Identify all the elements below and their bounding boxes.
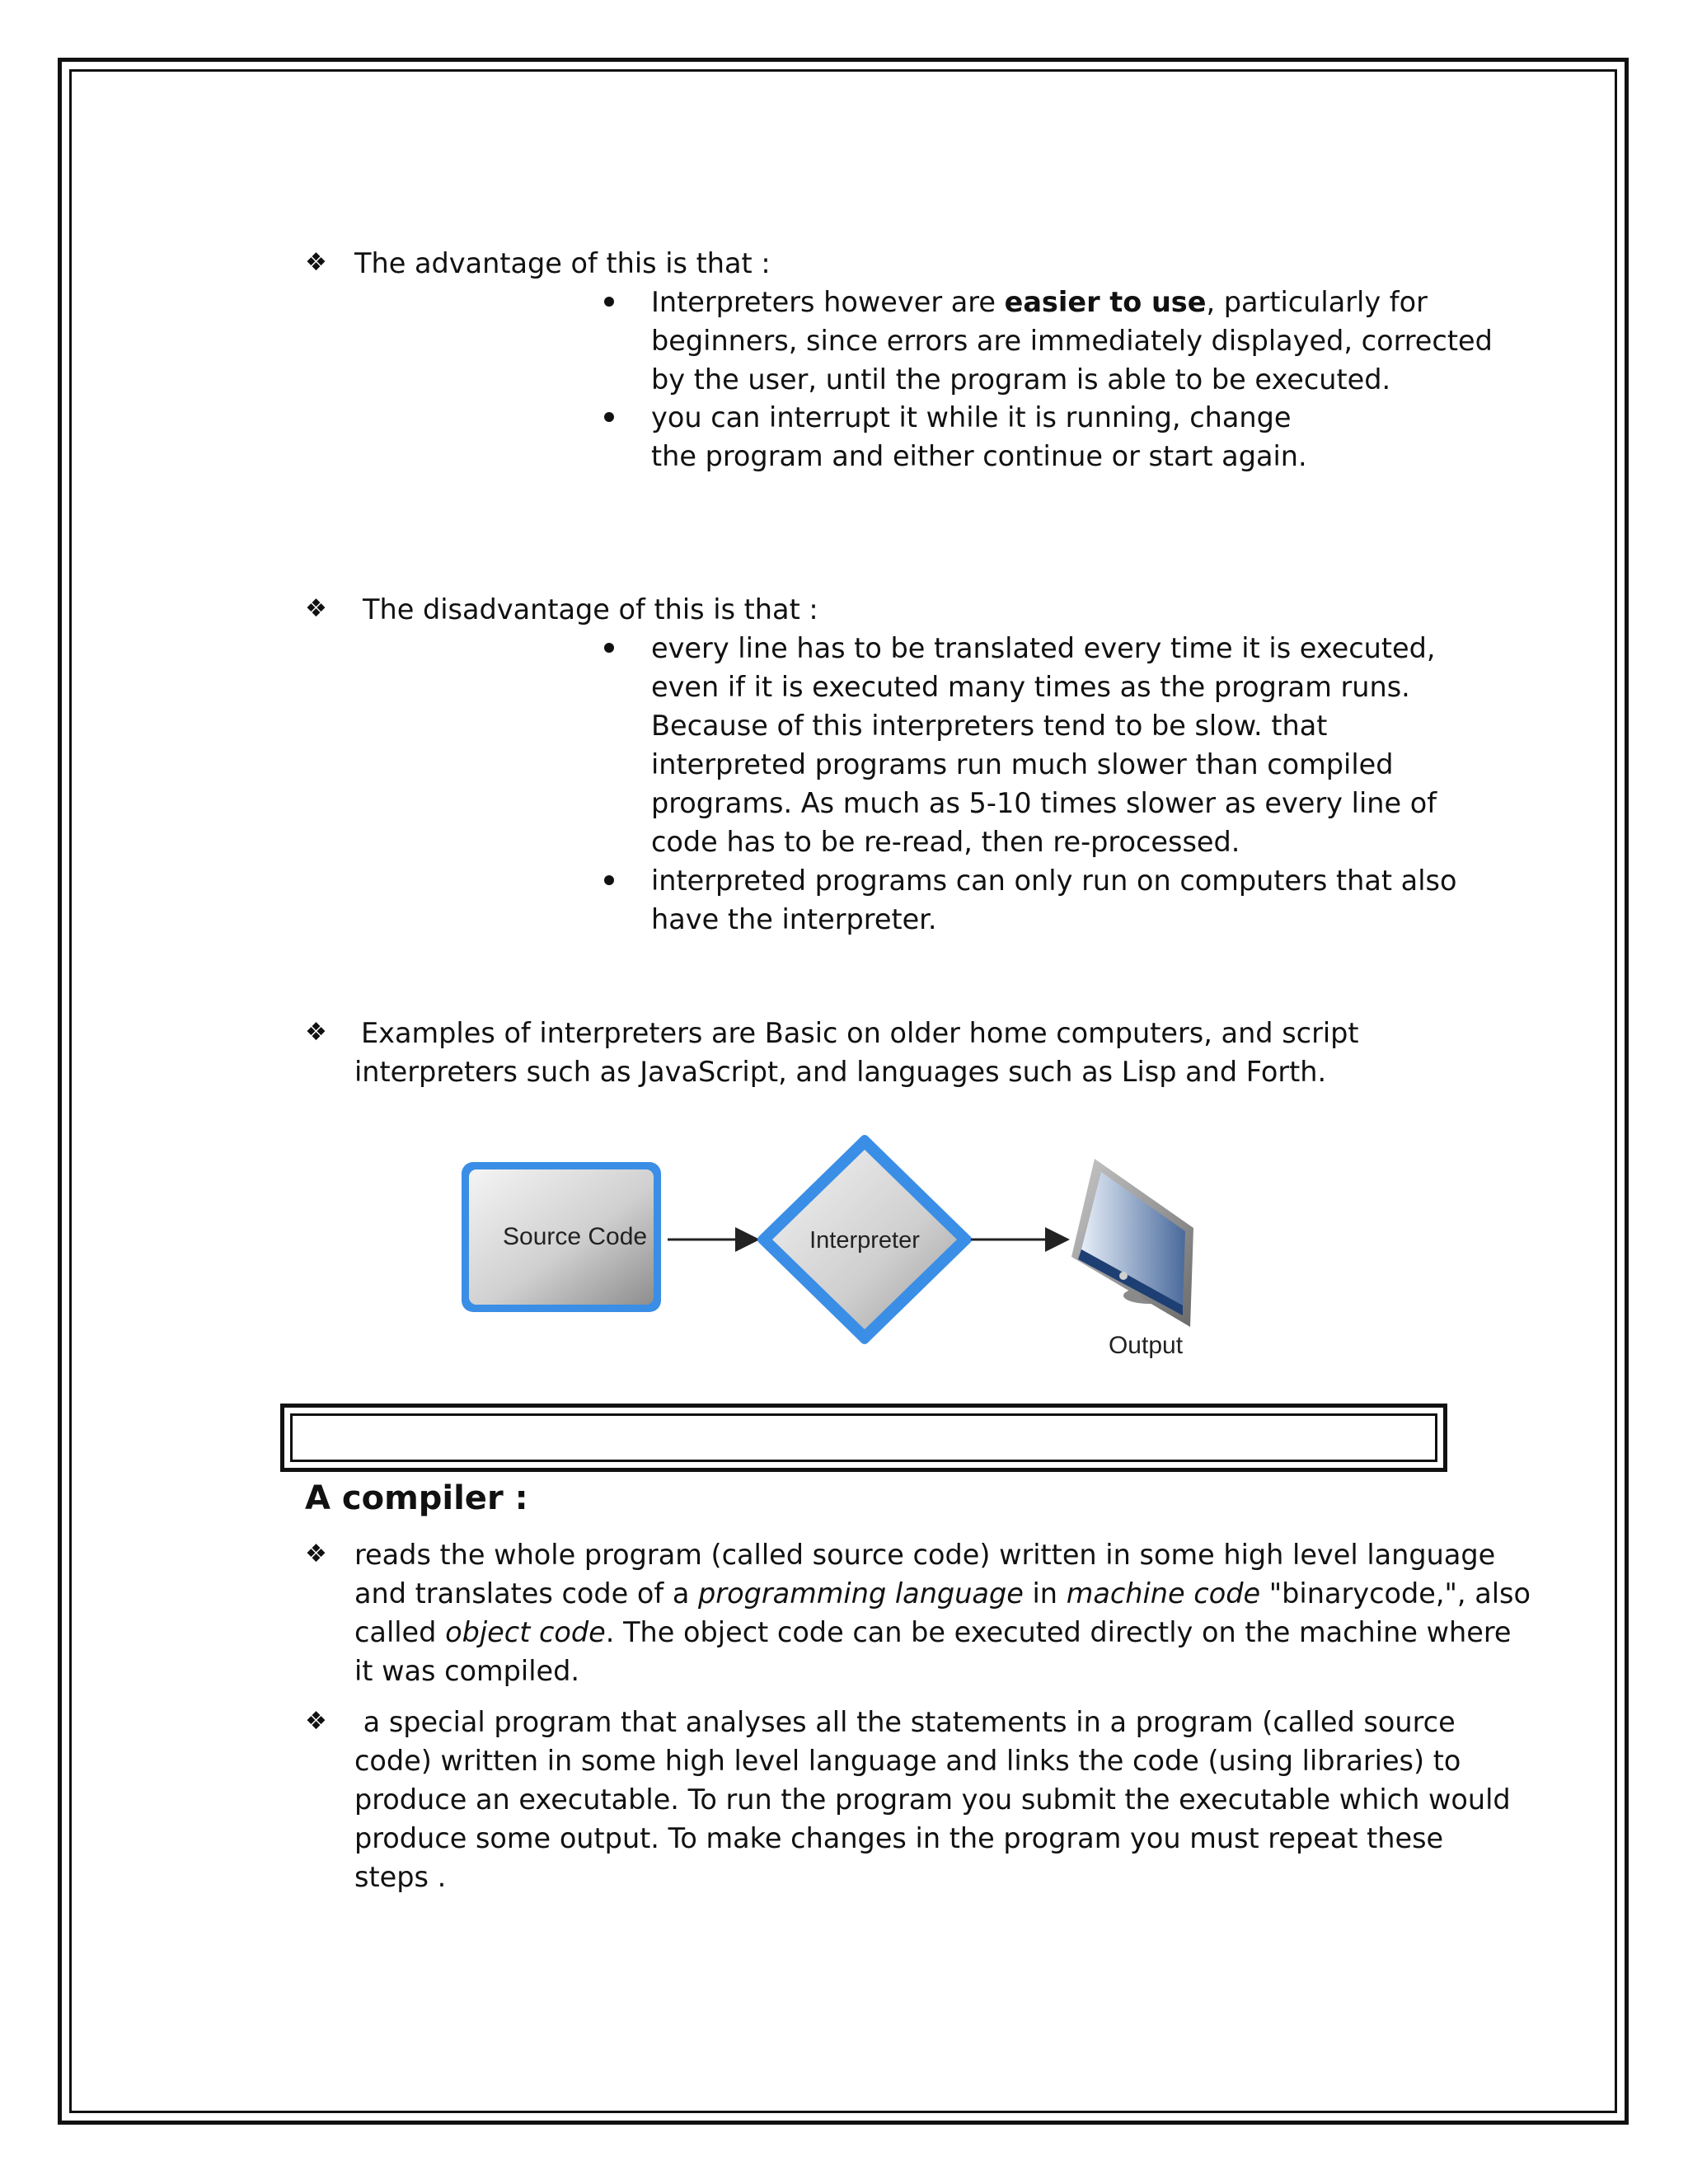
- disadvantage-item-1-line: code has to be re-read, then re-processed.: [651, 826, 1240, 858]
- diamond-bullet-icon: ❖: [305, 1707, 327, 1736]
- compiler-p1-line-3: called object code. The object code can be executed directly on the machine where: [354, 1616, 1512, 1648]
- compiler-p1-line-4: it was compiled.: [354, 1655, 580, 1687]
- compiler-p2-line: produce some output. To make changes in the program you must repeat these: [354, 1822, 1444, 1854]
- diamond-bullet-icon: ❖: [305, 1540, 327, 1568]
- bullet-dot-icon: [604, 643, 614, 653]
- advantage-item-1-line-3: by the user, until the program is able to be executed.: [651, 363, 1391, 396]
- section-box-inner: [290, 1413, 1437, 1462]
- bullet-dot-icon: [604, 875, 614, 885]
- compiler-p2-line: code) written in some high level language and links the code (using libraries) to: [354, 1745, 1461, 1777]
- advantage-item-2-line-1: you can interrupt it while it is running, change: [651, 401, 1292, 434]
- advantage-item-2-line-2: the program and either continue or start again.: [651, 440, 1307, 472]
- advantage-item-1-line-2: beginners, since errors are immediately displayed, corrected: [651, 325, 1493, 357]
- output-label: Output: [1108, 1332, 1184, 1359]
- advantage-item-1-line-1: Interpreters however are easier to use, particularly for: [651, 286, 1428, 318]
- compiler-p2-line: a special program that analyses all the statements in a program (called source: [354, 1706, 1456, 1738]
- interpreter-flow-diagram: [445, 1129, 1236, 1376]
- disadvantage-item-1-line: even if it is executed many times as the program runs.: [651, 671, 1410, 703]
- diamond-bullet-icon: ❖: [305, 1018, 327, 1047]
- disadvantage-item-1: [651, 629, 1437, 861]
- disadvantage-item-1-line: every line has to be translated every time it is executed,: [651, 632, 1436, 664]
- diamond-bullet-icon: ❖: [305, 248, 327, 277]
- source-code-label: Source Code: [503, 1223, 648, 1250]
- monitor-icon: [1071, 1159, 1193, 1327]
- examples-line-1: Examples of interpreters are Basic on older home computers, and script: [361, 1017, 1359, 1049]
- disadvantage-item-2-line: have the interpreter.: [651, 903, 937, 935]
- source-code-box: [462, 1162, 661, 1312]
- advantage-item-1: [651, 283, 1493, 399]
- disadvantage-intro: The disadvantage of this is that :: [363, 593, 818, 626]
- compiler-p2-line: produce an executable. To run the program you submit the executable which would: [354, 1783, 1511, 1816]
- compiler-paragraph-1: [354, 1535, 1531, 1690]
- examples-line-2: interpreters such as JavaScript, and languages such as Lisp and Forth.: [354, 1056, 1327, 1088]
- disadvantage-item-1-line: Because of this interpreters tend to be slow. that: [651, 710, 1328, 742]
- compiler-heading: A compiler :: [305, 1479, 528, 1517]
- advantage-item-2: [651, 398, 1307, 476]
- disadvantage-item-2-line: interpreted programs can only run on computers that also: [651, 865, 1457, 897]
- interpreter-label: Interpreter: [809, 1227, 920, 1254]
- disadvantage-item-1-line: programs. As much as 5-10 times slower as every line of: [651, 787, 1437, 819]
- compiler-p1-line-1: reads the whole program (called source code) written in some high level language: [354, 1539, 1496, 1571]
- diamond-bullet-icon: ❖: [305, 594, 327, 623]
- advantage-intro: The advantage of this is that :: [354, 247, 771, 279]
- bullet-dot-icon: [604, 412, 614, 422]
- disadvantage-item-2: [651, 861, 1456, 939]
- disadvantage-item-1-line: interpreted programs run much slower than compiled: [651, 748, 1394, 780]
- compiler-paragraph-2: [354, 1703, 1511, 1896]
- interpreter-diamond: [762, 1139, 968, 1340]
- bullet-dot-icon: [604, 297, 614, 307]
- compiler-p1-line-2: and translates code of a programming language in machine code "binarycode,", also: [354, 1577, 1531, 1610]
- compiler-p2-line: steps .: [354, 1861, 447, 1893]
